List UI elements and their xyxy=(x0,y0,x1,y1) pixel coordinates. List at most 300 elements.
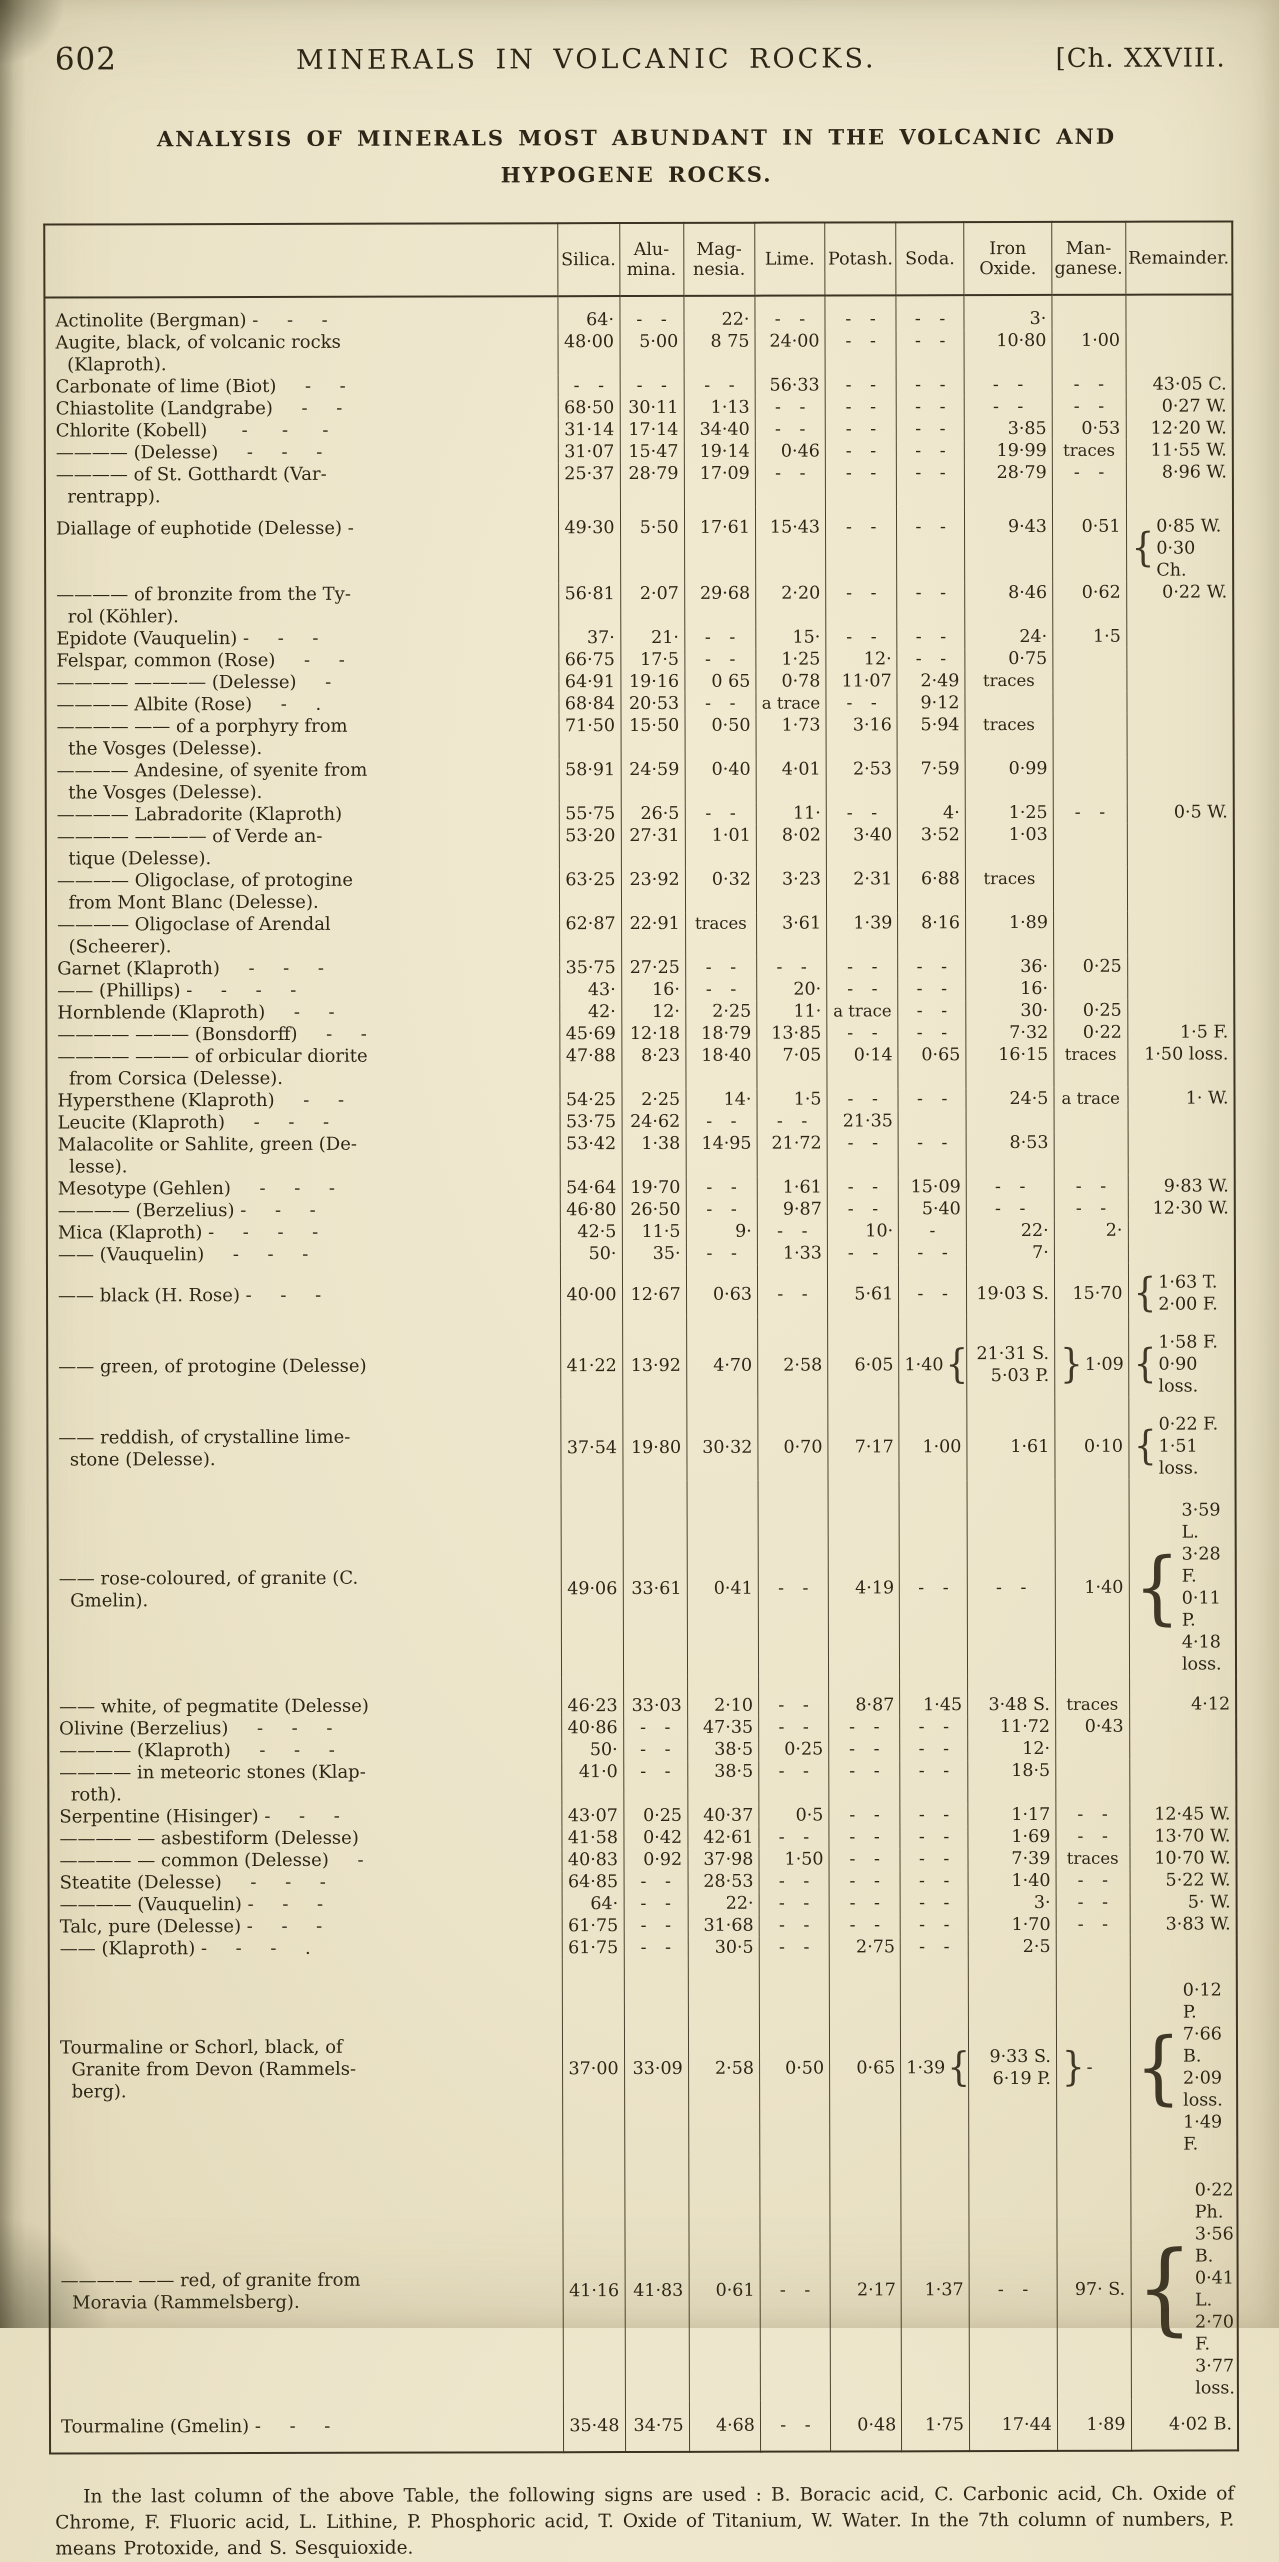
mineral-name: ———— Labradorite (Klaproth) xyxy=(56,803,343,826)
mineral-name: ———— (Berzelius) - - - xyxy=(57,1199,316,1222)
col-header-alumina: Alu- mina. xyxy=(619,222,683,295)
col-header-manganese: Man- ganese. xyxy=(1052,221,1126,294)
value-cell: 0·42 xyxy=(623,1827,687,1849)
value-cell: 21·72 xyxy=(757,1132,827,1176)
table-row xyxy=(48,1737,1236,1762)
value-cell: - - xyxy=(900,1892,968,1914)
analysis-table xyxy=(43,220,1239,2454)
table-caption-line2: HYPOGENE ROCKS. xyxy=(500,161,773,188)
value-cell: 0·25 xyxy=(1054,956,1128,978)
value-cell: 5·50 xyxy=(620,507,684,583)
value-cell: 42· xyxy=(560,1001,622,1023)
value-cell: 3·40 xyxy=(826,824,897,868)
table-row xyxy=(48,1479,1237,1678)
value-cell xyxy=(1054,1242,1128,1264)
value-cell: 14·95 xyxy=(686,1132,757,1176)
table-row xyxy=(47,1263,1235,1318)
table-row xyxy=(46,1021,1234,1046)
mineral-name: ———— —— of a porphyry from the Vosges (Delesse). xyxy=(56,715,348,760)
value-cell: 8·23 xyxy=(621,1045,685,1089)
value-cell: - - xyxy=(759,1914,829,1936)
value-cell: 27·31 xyxy=(621,825,685,869)
value-cell: - - xyxy=(826,582,897,626)
value-cell: - - xyxy=(623,1739,687,1761)
value-cell: - - xyxy=(897,626,965,648)
value-cell: - - xyxy=(896,295,964,330)
value-cell: 18·40 xyxy=(686,1044,757,1088)
value-cell: 1·40 xyxy=(1055,1480,1129,1676)
value-cell: 21·31 S. 5·03 P. xyxy=(967,1316,1055,1398)
value-cell: 53·42 xyxy=(560,1133,622,1177)
value-cell: 28·79 xyxy=(964,462,1052,506)
brace-glyph: { xyxy=(1133,1423,1157,1470)
value-cell: 22· xyxy=(688,1892,759,1914)
value-cell: 5·00 xyxy=(620,331,684,375)
table-row xyxy=(45,395,1233,420)
value-cell: 42·5 xyxy=(560,1221,622,1243)
value-cell: - - xyxy=(899,1242,967,1264)
value-cell: 50· xyxy=(560,1243,622,1265)
value-cell: - - xyxy=(685,648,756,670)
mineral-name: Leucite (Klaproth) - - - xyxy=(57,1111,330,1134)
value-cell: 12·45 W. xyxy=(1129,1803,1236,1825)
value-cell: - - xyxy=(825,330,896,374)
value-cell: - - xyxy=(829,1826,900,1848)
value-cell: 1·33 xyxy=(757,1242,827,1264)
mineral-name: ———— Albite (Rose) - . xyxy=(56,693,322,716)
brace-glyph: { xyxy=(1131,525,1155,572)
value-cell: 58·91 xyxy=(559,759,621,803)
value-cell: 37· xyxy=(559,627,621,649)
value-cell: 0·25 xyxy=(1054,1000,1128,1022)
value-cell xyxy=(1054,1132,1128,1176)
value-cell: - - xyxy=(686,1110,757,1132)
value-cell: 1·61 xyxy=(967,1398,1055,1480)
value-cell: 41·0 xyxy=(562,1761,624,1805)
col-header-potash: Potash. xyxy=(825,222,896,295)
page-number: 602 xyxy=(54,41,118,78)
value-cell: 64·85 xyxy=(562,1871,624,1893)
value-cell: - - xyxy=(758,1676,828,1716)
value-cell: 2·20 xyxy=(756,582,826,626)
value-cell: 48·00 xyxy=(558,331,620,375)
table-row xyxy=(46,999,1234,1024)
mineral-name: ———— ——— of orbicular diorite from Corsica (Delesse). xyxy=(57,1045,368,1090)
value-cell: 37·00 xyxy=(562,1959,624,2157)
value-cell: 7·17 xyxy=(828,1398,899,1480)
value-cell: 3·23 xyxy=(756,868,826,912)
value-cell xyxy=(1128,1109,1235,1131)
table-row xyxy=(49,1891,1237,1916)
mineral-name: —— (Klaproth) - - - . xyxy=(59,1937,311,1960)
value-cell: - - xyxy=(1056,1892,1130,1914)
value-cell: - - xyxy=(829,1870,900,1892)
value-cell xyxy=(1127,911,1234,955)
value-cell: 3·16 xyxy=(826,714,897,758)
mineral-name: ———— of bronzite from the Ty- rol (Köhler). xyxy=(56,583,351,628)
value-cell: 50· xyxy=(561,1739,623,1761)
value-cell: 12·67 xyxy=(622,1265,686,1317)
value-cell: traces xyxy=(965,670,1053,692)
value-cell xyxy=(1130,1935,1237,1957)
value-cell: - - xyxy=(829,1738,900,1760)
value-cell: 8·46 xyxy=(965,582,1053,626)
value-cell xyxy=(1127,867,1234,911)
value-cell: - - xyxy=(827,1088,898,1110)
col-header-iron-oxide: Iron Oxide. xyxy=(964,221,1052,295)
table-row xyxy=(46,911,1234,958)
value-cell: 15·09 xyxy=(898,1176,966,1198)
value-cell xyxy=(1126,691,1233,713)
col-header-lime: Lime. xyxy=(755,222,825,295)
table-row xyxy=(49,2155,1238,2402)
value-cell: 40·83 xyxy=(562,1849,624,1871)
value-cell: 49·06 xyxy=(561,1481,623,1677)
value-cell: - - xyxy=(900,1804,968,1826)
value-cell: 22· xyxy=(684,295,755,330)
table-row xyxy=(46,867,1234,914)
value-cell: 11· xyxy=(756,802,826,824)
value-cell: 41·58 xyxy=(562,1827,624,1849)
value-cell: 15·43 xyxy=(755,506,825,582)
value-cell: { 1·63 T. 2·00 F. xyxy=(1128,1263,1235,1315)
table-row xyxy=(45,461,1233,508)
value-cell: - - xyxy=(624,1937,688,1959)
value-cell: - - xyxy=(825,374,896,396)
value-cell: 2·75 xyxy=(829,1936,900,1958)
value-cell: 1·45 xyxy=(900,1676,968,1716)
value-cell: - - xyxy=(686,1176,757,1198)
value-cell: 11·72 xyxy=(968,1716,1056,1738)
mineral-name: —— (Vauquelin) - - - xyxy=(57,1243,309,1266)
table-row xyxy=(48,1803,1236,1828)
value-cell: 71·50 xyxy=(559,715,621,759)
mineral-name: Felspar, common (Rose) - - xyxy=(56,649,345,672)
table-row xyxy=(46,801,1234,826)
value-cell xyxy=(1056,1760,1130,1804)
value-cell: - - xyxy=(826,802,897,824)
value-cell: 8·96 W. xyxy=(1126,461,1233,505)
value-cell: 2·58 xyxy=(688,1958,760,2156)
table-row xyxy=(48,1759,1236,1806)
value-cell: 38·5 xyxy=(687,1760,758,1804)
value-cell: 40·00 xyxy=(560,1265,622,1317)
value-cell: 26·5 xyxy=(621,803,685,825)
value-cell: 31·14 xyxy=(558,419,620,441)
value-cell: 97· S. xyxy=(1057,2155,1131,2399)
mineral-name: ———— ———— (Delesse) - xyxy=(56,671,332,694)
value-cell xyxy=(1126,647,1233,669)
value-cell: 31·68 xyxy=(688,1914,759,1936)
value-cell: - - xyxy=(620,375,684,397)
value-cell: 1· W. xyxy=(1128,1087,1235,1109)
value-cell: 42·61 xyxy=(688,1826,759,1848)
value-cell: - - xyxy=(685,956,756,978)
value-cell: 18·5 xyxy=(968,1760,1056,1804)
value-cell: 3·52 xyxy=(898,824,966,868)
value-cell: { 1·58 F. 0·90 loss. xyxy=(1128,1315,1235,1397)
value-cell: 22·91 xyxy=(621,913,685,957)
mineral-name: Steatite (Delesse) - - - xyxy=(59,1871,326,1894)
value-cell: 11· xyxy=(757,1000,827,1022)
value-cell: 55·75 xyxy=(559,803,621,825)
table-row xyxy=(46,757,1234,804)
value-cell: 33·09 xyxy=(624,1959,689,2157)
value-cell: traces xyxy=(1056,1848,1130,1870)
value-cell: 25·37 xyxy=(558,463,620,507)
table-row xyxy=(49,1935,1237,1960)
value-cell: 41·83 xyxy=(624,2157,689,2401)
value-cell: 8·16 xyxy=(898,912,966,956)
value-cell: - - xyxy=(685,802,756,824)
mineral-name: Serpentine (Hisinger) - - - xyxy=(59,1805,340,1828)
value-cell: 21·35 xyxy=(827,1110,898,1132)
value-cell: 53·20 xyxy=(559,825,621,869)
value-cell: - - xyxy=(755,418,825,440)
value-cell: } - xyxy=(1056,1958,1130,2156)
value-cell: { 0·12 P. 7·66 B. 2·09 loss. 1·49 F. xyxy=(1130,1957,1238,2155)
mineral-name: Diallage of euphotide (Delesse) - xyxy=(56,517,354,540)
value-cell: - - xyxy=(757,956,827,978)
value-cell: 41·22 xyxy=(560,1317,622,1399)
mineral-name: Tourmaline or Schorl, black, of Granite from Devon (Rammels- berg). xyxy=(59,2036,357,2103)
value-cell xyxy=(1128,1241,1235,1263)
table-row xyxy=(45,669,1233,694)
value-cell: 12·18 xyxy=(621,1023,685,1045)
value-cell: 40·37 xyxy=(688,1804,759,1826)
value-cell: 1·37 xyxy=(901,2156,969,2400)
value-cell: 17·09 xyxy=(684,462,755,506)
value-cell: 1·00 xyxy=(1052,330,1126,374)
value-cell: 0·75 xyxy=(965,648,1053,670)
value-cell: 54·64 xyxy=(560,1177,622,1199)
value-cell: 4·12 xyxy=(1129,1675,1236,1715)
value-cell: - - xyxy=(829,1716,900,1738)
value-cell: 61·75 xyxy=(562,1937,624,1959)
mineral-name: ———— ——— (Bonsdorff) - - xyxy=(57,1023,367,1046)
value-cell: 0·50 xyxy=(759,1958,830,2156)
value-cell: - - xyxy=(759,1892,829,1914)
mineral-name: Actinolite (Bergman) - - - xyxy=(55,309,328,332)
table-row xyxy=(49,1913,1237,1938)
table-row xyxy=(47,1175,1235,1200)
value-cell xyxy=(1127,955,1234,977)
value-cell: 0·61 xyxy=(688,2156,760,2400)
value-cell: 0·46 xyxy=(755,440,825,462)
value-cell: 43·07 xyxy=(562,1805,624,1827)
value-cell: 9·12 xyxy=(897,692,965,714)
value-cell: 19·03 S. xyxy=(966,1264,1054,1316)
value-cell: 66·75 xyxy=(559,649,621,671)
value-cell: 7·39 xyxy=(968,1848,1056,1870)
value-cell: 17·14 xyxy=(620,419,684,441)
value-cell: 33·61 xyxy=(623,1481,688,1677)
value-cell: 1·89 xyxy=(1057,2399,1131,2450)
value-cell xyxy=(1128,1131,1235,1175)
brace-glyph: { xyxy=(945,1341,969,1388)
value-cell xyxy=(1126,669,1233,691)
value-cell: 30·32 xyxy=(686,1398,757,1480)
value-cell: 2·17 xyxy=(830,2156,902,2400)
value-cell: - - xyxy=(757,1220,827,1242)
value-cell: - - xyxy=(624,1893,688,1915)
value-cell xyxy=(1127,713,1234,757)
value-cell: - - xyxy=(623,1717,687,1739)
value-cell xyxy=(1053,714,1127,758)
value-cell: - - xyxy=(1053,802,1127,824)
value-cell: 9·87 xyxy=(757,1198,827,1220)
value-cell: 1·61 xyxy=(757,1176,827,1198)
value-cell: - - xyxy=(686,1198,757,1220)
brace-glyph: { xyxy=(1133,1341,1157,1388)
value-cell: 20·53 xyxy=(620,693,684,715)
value-cell: - - xyxy=(755,462,825,506)
value-cell: 1·73 xyxy=(756,714,826,758)
value-cell: - - xyxy=(897,418,965,440)
mineral-name: Chlorite (Kobell) - - - xyxy=(55,419,329,442)
value-cell: 19·99 xyxy=(964,440,1052,462)
value-cell: 0·22 xyxy=(1054,1022,1128,1044)
value-cell: 30·11 xyxy=(620,397,684,419)
value-cell: - - xyxy=(760,2156,831,2400)
value-cell: - - xyxy=(826,692,897,714)
table-row xyxy=(45,373,1233,398)
value-cell: 0·10 xyxy=(1055,1398,1129,1480)
value-cell: - - xyxy=(829,1804,900,1826)
value-cell: - - xyxy=(825,506,896,582)
value-cell: 24·59 xyxy=(621,759,685,803)
value-cell: - - xyxy=(827,1132,898,1176)
value-cell: - - xyxy=(900,1848,968,1870)
value-cell: - - xyxy=(619,296,683,331)
chapter-label: [Ch. XXVIII. xyxy=(1055,43,1226,74)
value-cell: 12· xyxy=(968,1738,1056,1760)
value-cell: - - xyxy=(969,2156,1058,2400)
value-cell: - - xyxy=(624,1871,688,1893)
value-cell: 0·63 xyxy=(686,1264,757,1316)
value-cell: 19·14 xyxy=(684,440,755,462)
value-cell: 29·68 xyxy=(684,582,755,626)
value-cell: 61·75 xyxy=(562,1915,624,1937)
table-row xyxy=(45,691,1233,716)
value-cell: 19·70 xyxy=(622,1177,686,1199)
value-cell: - - xyxy=(900,1760,968,1804)
value-cell: 20· xyxy=(757,978,827,1000)
value-cell: 5·94 xyxy=(897,714,965,758)
mineral-name: Hornblende (Klaproth) - - xyxy=(57,1001,335,1024)
value-cell xyxy=(1129,1737,1236,1759)
table-row xyxy=(47,1397,1235,1482)
value-cell xyxy=(1129,1715,1236,1737)
value-cell: - - xyxy=(898,1000,966,1022)
value-cell: 1·01 xyxy=(685,824,756,868)
value-cell: - - xyxy=(898,1022,966,1044)
value-cell: - - xyxy=(829,1914,900,1936)
table-row xyxy=(45,417,1233,442)
value-cell: - - xyxy=(1056,1870,1130,1892)
value-cell: traces xyxy=(1052,440,1126,462)
value-cell: 13·70 W. xyxy=(1129,1825,1236,1847)
value-cell xyxy=(1127,757,1234,801)
brace-glyph: { xyxy=(947,2044,971,2091)
value-cell: 24·5 xyxy=(966,1088,1054,1110)
table-row xyxy=(47,1241,1235,1266)
value-cell: 46·23 xyxy=(561,1677,623,1717)
value-cell: 36· xyxy=(966,956,1054,978)
value-cell xyxy=(1053,912,1127,956)
mineral-name: —— white, of pegmatite (Delesse) xyxy=(59,1695,369,1718)
value-cell: 1·89 xyxy=(966,912,1054,956)
value-cell xyxy=(1129,1759,1236,1803)
table-row xyxy=(49,1957,1238,2158)
value-cell: - - xyxy=(827,1176,898,1198)
value-cell: - - xyxy=(685,978,756,1000)
value-cell: 46·80 xyxy=(560,1199,622,1221)
value-cell xyxy=(1125,294,1232,329)
value-cell: 31·07 xyxy=(558,441,620,463)
value-cell: 2·10 xyxy=(687,1676,758,1716)
value-cell: 56·33 xyxy=(755,374,825,396)
value-cell: 0 65 xyxy=(685,670,756,692)
table-row xyxy=(48,1847,1236,1872)
value-cell: - - xyxy=(1052,396,1126,418)
value-cell: a trace xyxy=(1054,1088,1128,1110)
value-cell: 0·5 xyxy=(759,1804,829,1826)
value-cell: 24· xyxy=(965,626,1053,648)
value-cell: - - xyxy=(827,978,898,1000)
value-cell: 11·5 xyxy=(622,1221,686,1243)
value-cell: - - xyxy=(759,1870,829,1892)
value-cell: 5· W. xyxy=(1130,1891,1237,1913)
value-cell: 4·68 xyxy=(689,2400,760,2451)
value-cell: 0·14 xyxy=(827,1044,898,1088)
value-cell: 12·30 W. xyxy=(1128,1197,1235,1219)
value-cell: - - xyxy=(1056,1914,1130,1936)
value-cell: 1·5 xyxy=(757,1088,827,1110)
value-cell: - - xyxy=(897,648,965,670)
value-cell: 2·07 xyxy=(620,583,684,627)
mineral-name: Chiastolite (Landgrabe) - - xyxy=(55,397,343,420)
table-row xyxy=(49,1869,1237,1894)
value-cell xyxy=(1056,1936,1130,1958)
mineral-name: Mesotype (Gehlen) - - - xyxy=(57,1177,335,1200)
value-cell: 26·50 xyxy=(622,1199,686,1221)
value-cell: - - xyxy=(1054,1176,1128,1198)
value-cell xyxy=(1127,999,1234,1021)
value-cell xyxy=(898,1110,966,1132)
value-cell xyxy=(1056,1738,1130,1760)
value-cell: 16· xyxy=(966,978,1054,1000)
mineral-name: Augite, black, of volcanic rocks (Klaproth). xyxy=(55,331,341,376)
value-cell: 7·05 xyxy=(757,1044,827,1088)
value-cell: 0·25 xyxy=(623,1805,687,1827)
value-cell: 2·31 xyxy=(826,868,897,912)
col-header-mineral xyxy=(44,223,557,298)
table-row xyxy=(47,1315,1235,1400)
value-cell: 24·00 xyxy=(755,330,825,374)
value-cell: 53·75 xyxy=(560,1111,622,1133)
value-cell: 1·39 xyxy=(827,912,898,956)
value-cell: - - xyxy=(760,2400,830,2451)
value-cell: - - xyxy=(1052,374,1126,396)
analysis-table-body xyxy=(44,294,1238,2453)
value-cell: 34·40 xyxy=(684,418,755,440)
value-cell: 2·5 xyxy=(968,1936,1056,1958)
value-cell: - - xyxy=(967,1480,1055,1676)
value-cell: 34·75 xyxy=(625,2401,689,2452)
value-cell: 1·5 xyxy=(1053,626,1127,648)
value-cell: a trace xyxy=(827,1000,898,1022)
